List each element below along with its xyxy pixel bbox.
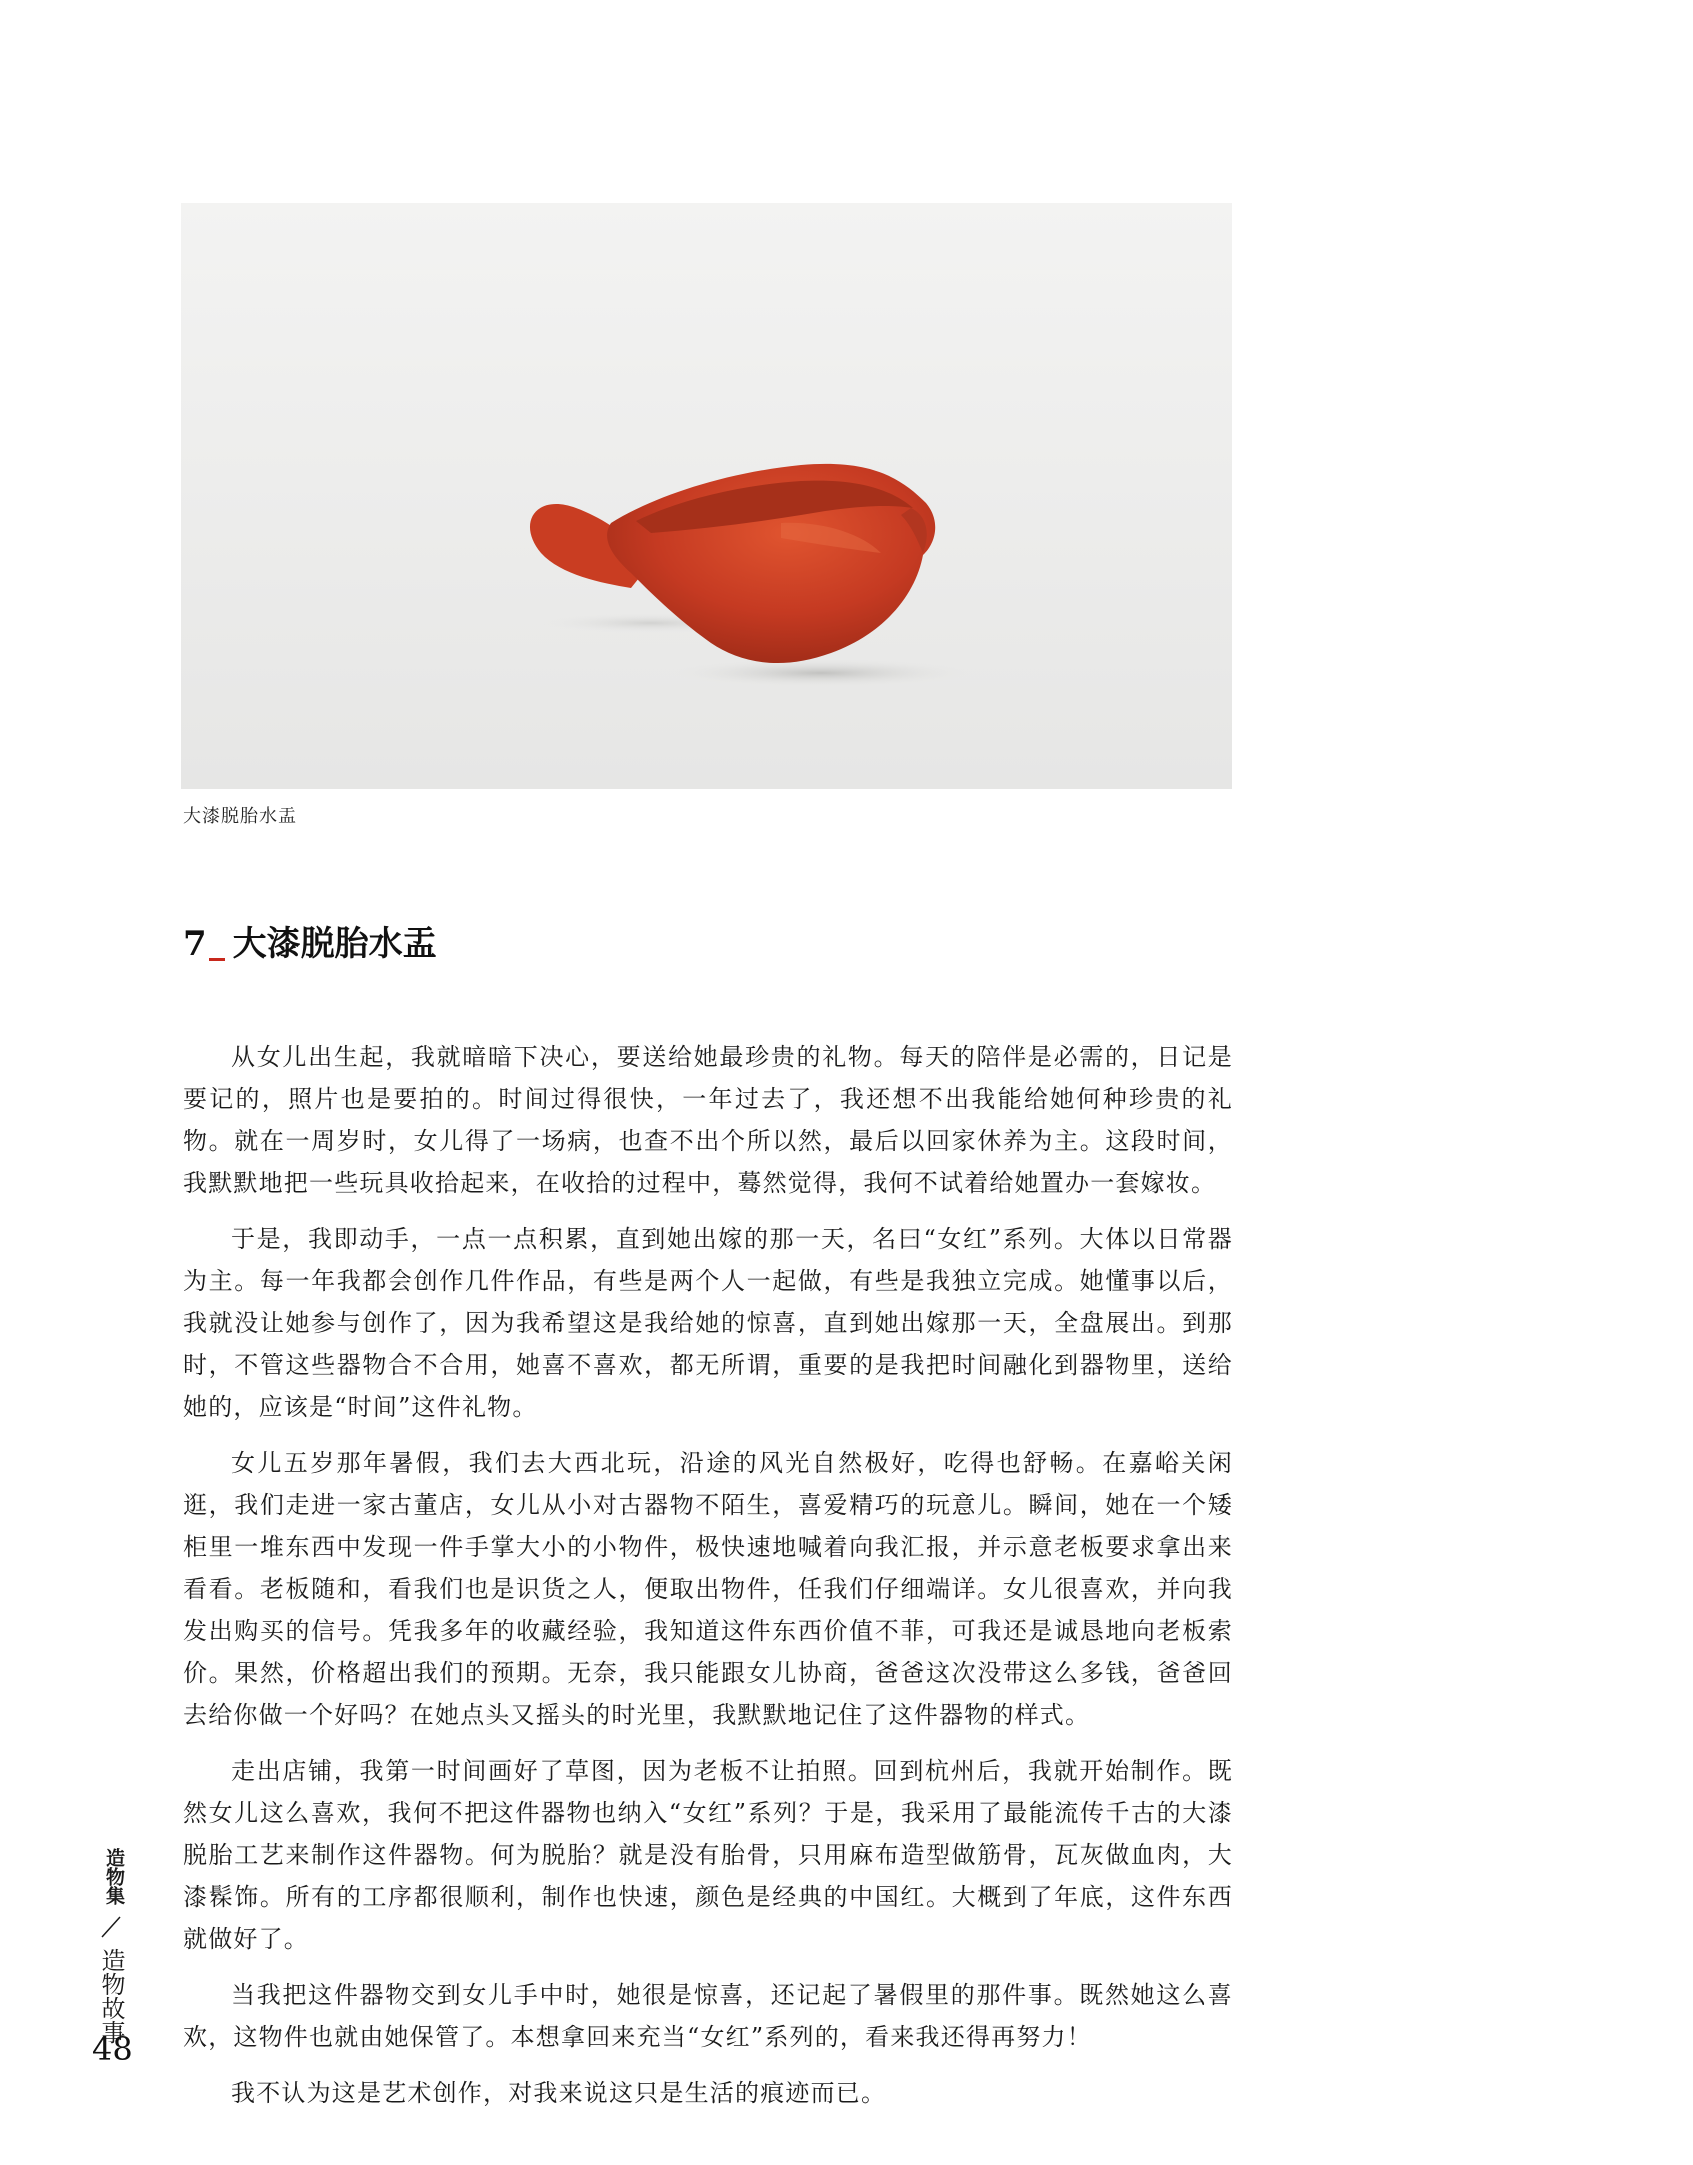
product-photo — [181, 203, 1232, 789]
heading-underscore — [209, 958, 225, 961]
section-heading — [183, 916, 437, 965]
running-head-section: 造物故事 — [97, 1948, 125, 2044]
page-number: 48 — [92, 2030, 133, 2068]
section-title: 大漆脱胎水盂 — [232, 924, 437, 964]
running-head-slash — [100, 1915, 122, 1939]
paragraph: 于是，我即动手，一点一点积累，直到她出嫁的那一天，名曰“女红”系列。大体以日常器为主。每一年我都会创作几件作品，有些是两个人一起做，有些是我独立完成。她懂事以后，我就没让她参与创作了，因为我希望这是我给她的惊喜，直到她出嫁那一天，全盘展出。到那时，不管这些器物合不合用，她喜不喜欢，都无所谓，重要的是我把时间融化到器物里，送给她的，应该是“时间”这件礼物。 — [183, 1225, 1233, 1421]
paragraph: 当我把这件器物交到女儿手中时，她很是惊喜，还记起了暑假里的那件事。既然她这么喜欢，这物件也就由她保管了。本想拿回来充当“女红”系列的，看来我还得再努力！ — [183, 1981, 1233, 2051]
paragraph: 走出店铺，我第一时间画好了草图，因为老板不让拍照。回到杭州后，我就开始制作。既然女儿这么喜欢，我何不把这件器物也纳入“女红”系列？于是，我采用了最能流传千古的大漆脱胎工艺来制作这件器物。何为脱胎？就是没有胎骨，只用麻布造型做筋骨，瓦灰做血肉，大漆髹饰。所有的工序都很顺利，制作也快速，颜色是经典的中国红。大概到了年底，这件东西就做好了。 — [183, 1757, 1233, 1953]
article-body — [183, 1036, 1233, 2128]
running-head-book: 造物集 — [103, 1848, 125, 1905]
lacquer-water-pot-image — [181, 203, 1232, 789]
section-number: 7 — [183, 924, 207, 964]
paragraph: 女儿五岁那年暑假，我们去大西北玩，沿途的风光自然极好，吃得也舒畅。在嘉峪关闲逛，我们走进一家古董店，女儿从小对古器物不陌生，喜爱精巧的玩意儿。瞬间，她在一个矮柜里一堆东西中发现一件手掌大小的小物件，极快速地喊着向我汇报，并示意老板要求拿出来看看。老板随和，看我们也是识货之人，便取出物件，任我们仔细端详。女儿很喜欢，并向我发出购买的信号。凭我多年的收藏经验，我知道这件东西价值不菲，可我还是诚恳地向老板索价。果然，价格超出我们的预期。无奈，我只能跟女儿协商，爸爸这次没带这么多钱，爸爸回去给你做一个好吗？在她点头又摇头的时光里，我默默地记住了这件器物的样式。 — [183, 1449, 1233, 1729]
paragraph: 我不认为这是艺术创作，对我来说这只是生活的痕迹而已。 — [231, 2079, 887, 2107]
photo-caption: 大漆脱胎水盂 — [183, 806, 297, 827]
paragraph: 从女儿出生起，我就暗暗下决心，要送给她最珍贵的礼物。每天的陪伴是必需的，日记是要记的，照片也是要拍的。时间过得很快，一年过去了，我还想不出我能给她何种珍贵的礼物。就在一周岁时，女儿得了一场病，也查不出个所以然，最后以回家休养为主。这段时间，我默默地把一些玩具收拾起来，在收拾的过程中，蓦然觉得，我何不试着给她置办一套嫁妆。 — [183, 1043, 1233, 1197]
